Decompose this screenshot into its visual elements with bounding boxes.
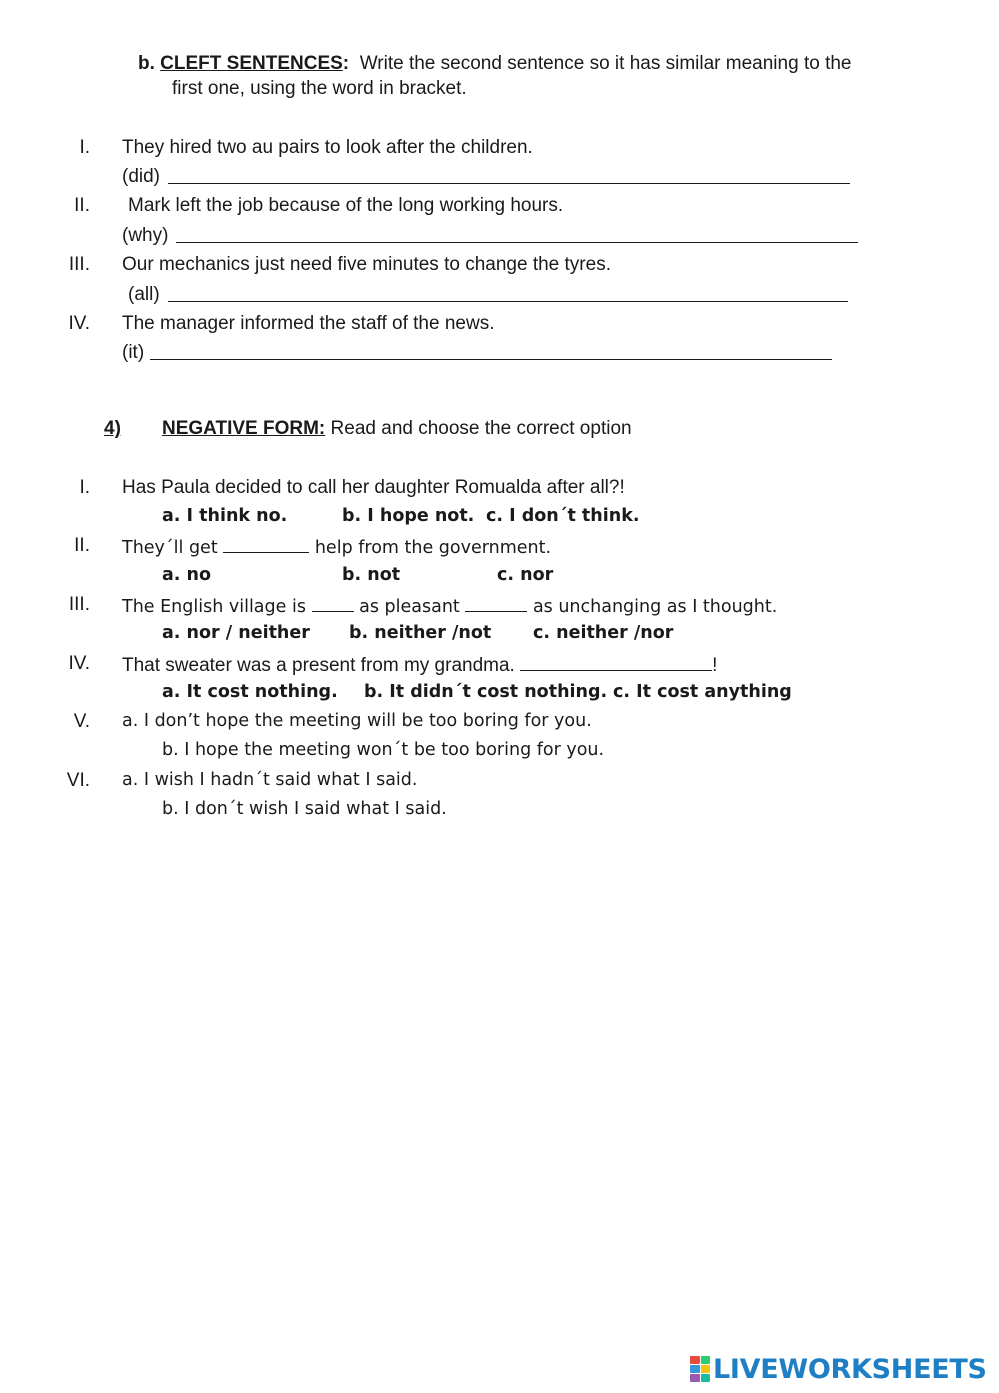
cleft-item-sentence: They hired two au pairs to look after the children. bbox=[122, 137, 533, 158]
negative-instruction: Read and choose the correct option bbox=[330, 418, 632, 439]
negative-heading bbox=[162, 418, 632, 441]
sentence-end: ! bbox=[712, 655, 718, 676]
cleft-instruction-line2: first one, using the word in bracket. bbox=[172, 78, 467, 99]
negative-item-number: IV. bbox=[68, 653, 90, 674]
option-b[interactable]: b. I don´t wish I said what I said. bbox=[162, 799, 447, 819]
negative-item-sentence bbox=[122, 594, 777, 618]
gap-blank[interactable] bbox=[223, 535, 309, 553]
option-c[interactable]: c. neither /nor bbox=[533, 623, 674, 643]
gap-blank[interactable] bbox=[312, 594, 354, 612]
section-number: 4) bbox=[104, 418, 121, 439]
negative-item-number: III. bbox=[68, 594, 90, 615]
option-b[interactable]: b. neither /not bbox=[349, 623, 492, 643]
liveworksheets-logo bbox=[690, 1354, 987, 1384]
option-a[interactable]: a. I wish I hadn´t said what I said. bbox=[122, 770, 418, 790]
negative-item-sentence bbox=[122, 535, 551, 559]
option-b[interactable]: b. It didn´t cost nothing. bbox=[364, 682, 608, 702]
answer-line[interactable] bbox=[150, 359, 832, 360]
gap-blank[interactable] bbox=[520, 653, 712, 671]
answer-line[interactable] bbox=[168, 183, 850, 184]
cleft-item-sentence: Our mechanics just need five minutes to change the tyres. bbox=[122, 254, 611, 275]
sentence-part: as unchanging as I thought. bbox=[532, 597, 778, 617]
cleft-item-number: II. bbox=[74, 195, 90, 216]
option-b[interactable]: b. not bbox=[342, 565, 401, 585]
option-c[interactable]: c. I don´t think. bbox=[486, 506, 640, 526]
cleft-heading bbox=[138, 53, 851, 76]
negative-item-sentence: Has Paula decided to call her daughter Romualda after all?! bbox=[122, 477, 625, 498]
cleft-item-cue: (it) bbox=[122, 342, 145, 363]
logo-text: LIVEWORKSHEETS bbox=[713, 1353, 987, 1385]
cleft-prefix: b. bbox=[138, 53, 155, 74]
sentence-part: as pleasant bbox=[359, 597, 460, 617]
option-a[interactable]: a. It cost nothing. bbox=[162, 682, 338, 702]
sentence-part: help from the government. bbox=[314, 538, 552, 558]
gap-blank[interactable] bbox=[465, 594, 527, 612]
cleft-item-number: I. bbox=[79, 137, 90, 158]
cleft-item-cue: (did) bbox=[122, 166, 161, 187]
option-b[interactable]: b. I hope the meeting won´t be too boring for you. bbox=[162, 740, 605, 760]
answer-line[interactable] bbox=[176, 242, 858, 243]
option-b[interactable]: b. I hope not. bbox=[342, 506, 475, 526]
negative-item-number: I. bbox=[79, 477, 90, 498]
cleft-instruction-line1: Write the second sentence so it has similar meaning to the bbox=[359, 53, 852, 74]
cleft-item-number: III. bbox=[68, 254, 90, 275]
option-a[interactable]: a. nor / neither bbox=[162, 623, 310, 643]
logo-blocks-icon bbox=[690, 1356, 710, 1382]
sentence-part: They´ll get bbox=[122, 538, 218, 558]
sentence-part: The English village is bbox=[122, 597, 306, 617]
option-c[interactable]: c. nor bbox=[497, 565, 554, 585]
negative-item-number: V. bbox=[73, 711, 90, 732]
cleft-colon: : bbox=[342, 53, 350, 74]
cleft-item-cue: (why) bbox=[122, 225, 169, 246]
option-a[interactable]: a. no bbox=[162, 565, 212, 585]
cleft-item-cue: (all) bbox=[128, 284, 160, 305]
option-c[interactable]: c. It cost anything bbox=[613, 682, 792, 702]
negative-item-number: II. bbox=[74, 535, 90, 556]
cleft-item-number: IV. bbox=[68, 313, 90, 334]
option-a[interactable]: a. I think no. bbox=[162, 506, 288, 526]
negative-item-sentence bbox=[122, 653, 717, 678]
negative-item-number: VI. bbox=[66, 770, 90, 791]
cleft-title: CLEFT SENTENCES bbox=[160, 53, 343, 74]
cleft-item-sentence: Mark left the job because of the long working hours. bbox=[128, 195, 564, 216]
option-a[interactable]: a. I don’t hope the meeting will be too boring for you. bbox=[122, 711, 592, 731]
sentence-part: That sweater was a present from my grandma. bbox=[122, 655, 515, 676]
answer-line[interactable] bbox=[168, 301, 848, 302]
cleft-item-sentence: The manager informed the staff of the news. bbox=[122, 313, 495, 334]
negative-title: NEGATIVE FORM: bbox=[162, 418, 326, 439]
